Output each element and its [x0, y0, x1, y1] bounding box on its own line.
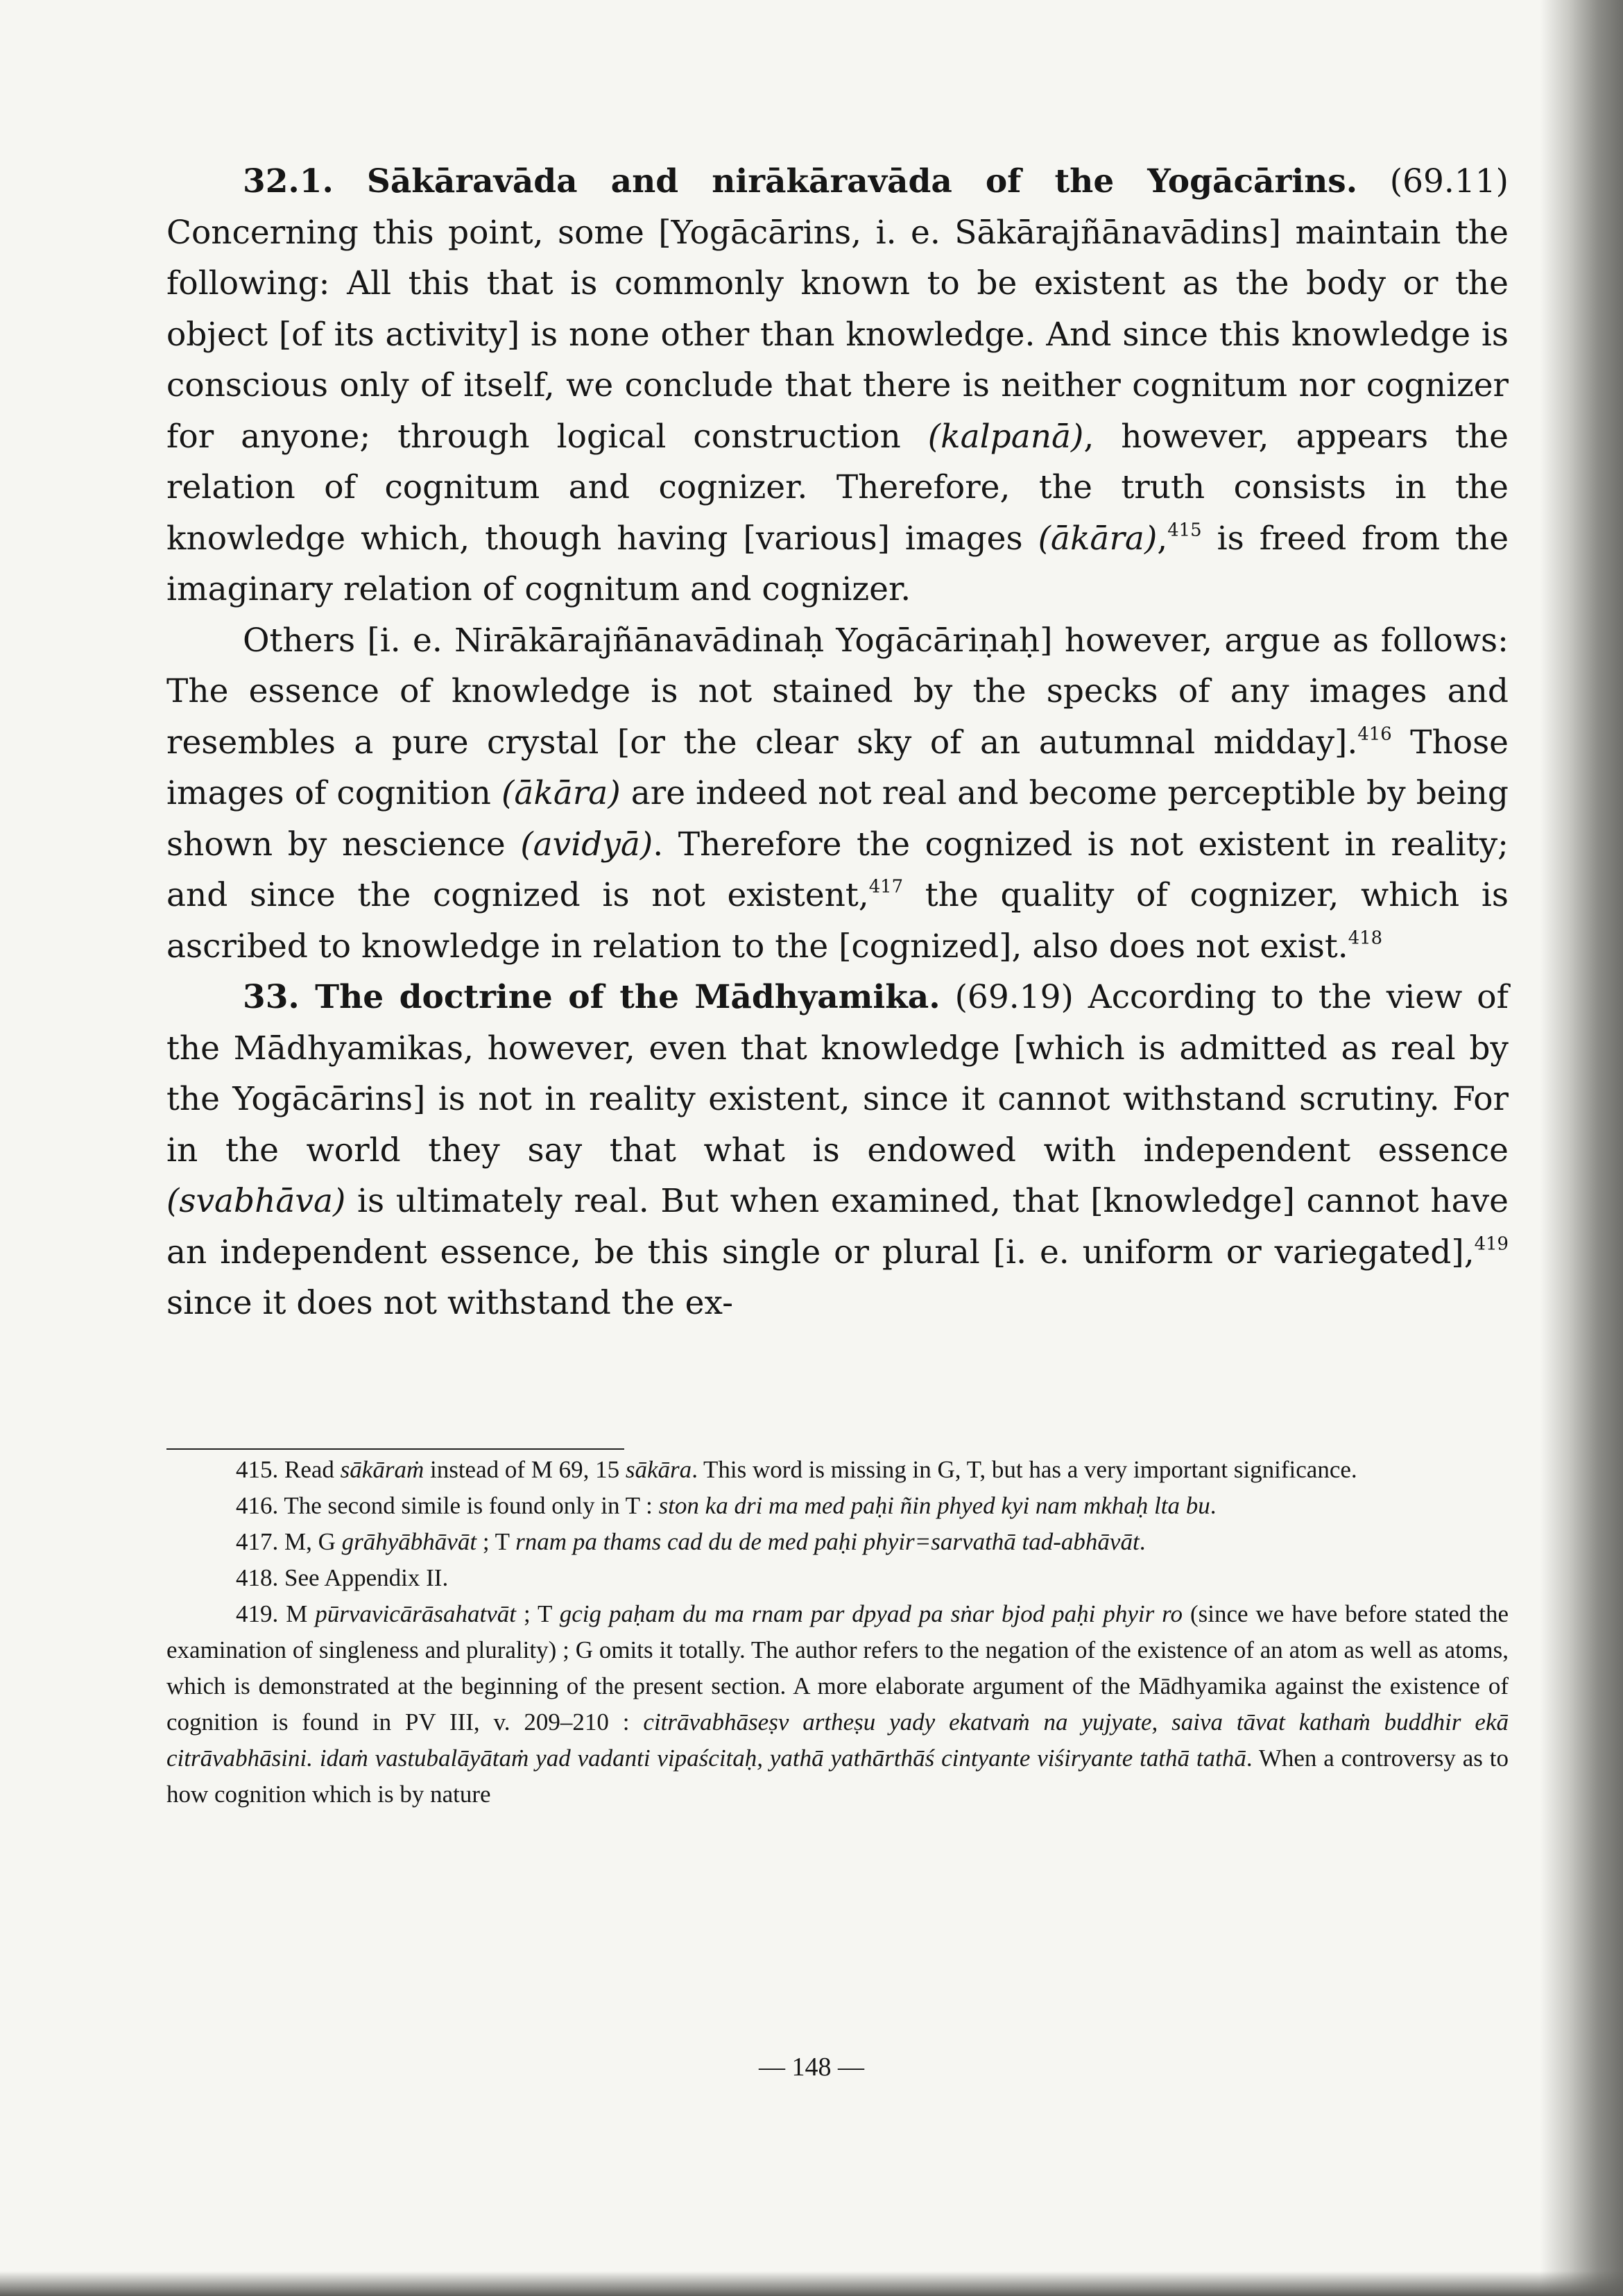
footnote-divider [166, 1448, 624, 1450]
main-text [166, 156, 1509, 1329]
footnote-419: 419. M pūrvavicārāsahatvāt ; T gcig paḥam du ma rnam par dpyad pa sṅar bjod paḥi phyir ro (since we have before stated the examination of singleness and plurality) ; G omits it totally. The author refers to the negation of the existence of an atom as well as atoms, which is demonstrated at the beginning of the present section. A more elaborate argument of the Mādhyamika against the existence of cognition is found in PV III, v. 209–210 : citrāvabhāseṣv artheṣu yady ekatvaṁ na yujyate, saiva tāvat kathaṁ buddhir ekā citrāvabhāsini. idaṁ vastubalāyātaṁ yad vadanti vipaścitaḥ, yathā yathārthāś cintyante viśiryante tathā tathā. When a controversy as to how cognition which is by nature [166, 1600, 1509, 1808]
section-heading-32-1: 32.1. Sākāravāda and nirākāravāda of the Yogācārins. [243, 162, 1358, 200]
page-number: — 148 — [759, 2053, 864, 2082]
footnote-418: 418. See Appendix II. [236, 1564, 449, 1591]
bottom-edge-shadow [0, 2271, 1623, 2296]
footnote-ref-418: 418 [1348, 927, 1383, 949]
footnote-417: 417. M, G grāhyābhāvāt ; T rnam pa thams cad du de med paḥi phyir=sarvathā tad-abhāvāt. [236, 1528, 1146, 1555]
section-heading-33: 33. The doctrine of the Mādhyamika. [243, 978, 941, 1016]
footnote-416: 416. The second simile is found only in T : ston ka dri ma med paḥi ñin phyed kyi nam mkhaḥ lta bu. [236, 1492, 1217, 1519]
footnote-415: 415. Read sākāraṁ instead of M 69, 15 sākāra. This word is missing in G, T, but has a very important significance. [236, 1456, 1357, 1483]
footnote-ref-415: 415 [1167, 520, 1202, 541]
footnote-ref-417: 417 [868, 876, 904, 898]
paragraph-33: 33. The doctrine of the Mādhyamika. (69.19) According to the view of the Mādhyamikas, however, even that knowledge [which is admitted as real by the Yogācārins] is not in reality existent, since it cannot withstand scrutiny. For in the world they say that what is endowed with independent essence (svabhāva) is ultimately real. But when examined, that [knowledge] cannot have an independent essence, be this single or plural [i. e. uniform or variegated],$^{419}$ since it does not withstand the ex- [166, 978, 1509, 1322]
footnotes [166, 1452, 1509, 1813]
footnote-ref-416: 416 [1357, 723, 1392, 745]
paragraph-others: Others [i. e. Nirākārajñānavādinaḥ Yogācāriṇaḥ] however, argue as follows: The essence of knowledge is not stained by the specks of any images and resembles a pure crystal [or the clear sky of an autumnal midday].$^{416}$ Those images of cognition (ākāra) are indeed not real and become perceptible by being shown by nescience (avidyā). Therefore the cognized is not existent in reality; and since the cognized is not existent,$^{417}$ the quality of cognizer, which is ascribed to knowledge in relation to the [cognized], also does not exist.$^{418}$ [166, 621, 1509, 966]
footnote-ref-419: 419 [1474, 1233, 1509, 1255]
paragraph-32-1: 32.1. Sākāravāda and nirākāravāda of the Yogācārins. (69.11) Concerning this point, some [Yogācārins, i. e. Sākārajñānavādins] maintain the following: All this that is commonly known to be existent as the body or the object [of its activity] is none other than knowledge. And since this knowledge is conscious only of itself, we conclude that there is neither cognitum nor cognizer for anyone; through logical construction (kalpanā), however, appears the relation of cognitum and cognizer. Therefore, the truth consists in the knowledge which, though having [various] images (ākāra),$^{415}$ is freed from the imaginary relation of cognitum and cognizer. [166, 162, 1509, 608]
page-edge-shadow [1540, 0, 1623, 2296]
